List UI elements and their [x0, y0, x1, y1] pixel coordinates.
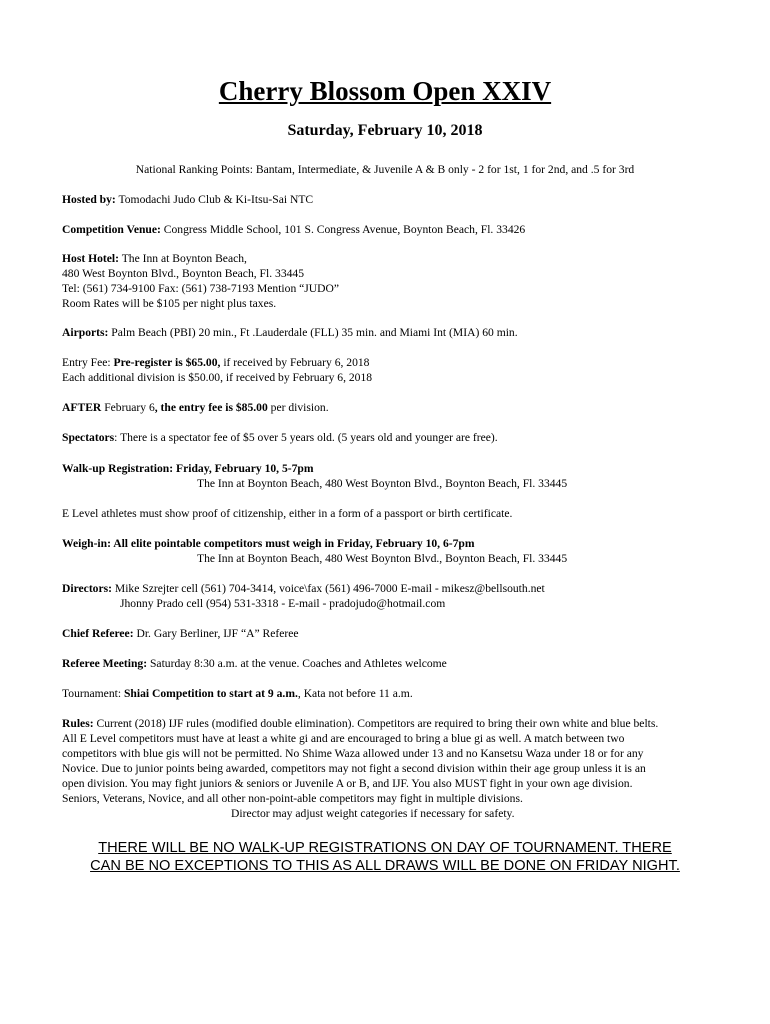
directors [62, 581, 740, 596]
late-fee [62, 400, 740, 415]
rules-line-2: All E Level competitors must have at least a white gi and are encouraged to bring a blue gi as well. A match between two [62, 732, 625, 745]
late-fee-mid: February 6 [101, 401, 155, 414]
entry-fee-bold: Pre-register is $65.00, [113, 356, 221, 369]
airports [62, 325, 740, 340]
rules-label: Rules: [62, 717, 94, 730]
notice-line-2: CAN BE NO EXCEPTIONS TO THIS AS ALL DRAWS WILL BE DONE ON FRIDAY NIGHT. [90, 858, 680, 874]
late-fee-bold2: , the entry fee is $85.00 [154, 401, 268, 414]
tournament-prefix: Tournament: [62, 687, 124, 700]
directors-line2: Jhonny Prado cell (954) 531-3318 - E-mail - pradojudo@hotmail.com [120, 597, 446, 610]
venue-text: Congress Middle School, 101 S. Congress Avenue, Boynton Beach, Fl. 33426 [160, 223, 526, 236]
event-date: Saturday, February 10, 2018 [287, 122, 483, 139]
late-fee-suffix: per division. [267, 401, 329, 414]
chief-referee [62, 626, 740, 641]
additional-division-fee: Each additional division is $50.00, if received by February 6, 2018 [62, 371, 373, 384]
walkup-bold: Walk-up Registration: Friday, February 10, 5-7pm [62, 462, 314, 475]
airports-text: Palm Beach (PBI) 20 min., Ft .Lauderdale (FLL) 35 min. and Miami Int (MIA) 60 min. [108, 326, 518, 339]
entry-fee-suffix: if received by February 6, 2018 [220, 356, 370, 369]
hosted-by [62, 192, 740, 207]
competition-venue [62, 222, 740, 237]
ranking-points: National Ranking Points: Bantam, Intermediate, & Juvenile A & B only - 2 for 1st, 1 for 2nd, and .5 for 3rd [135, 163, 635, 176]
rules-line-1 [62, 716, 740, 731]
referee-label: Chief Referee: [62, 627, 134, 640]
walkup-location: The Inn at Boynton Beach, 480 West Boynton Blvd., Boynton Beach, Fl. 33445 [197, 477, 568, 490]
entry-fee-prefix: Entry Fee: [62, 356, 114, 369]
hotel-label: Host Hotel: [62, 252, 119, 265]
weighin-location: The Inn at Boynton Beach, 480 West Boynton Blvd., Boynton Beach, Fl. 33445 [197, 552, 568, 565]
venue-label: Competition Venue: [62, 223, 161, 236]
meeting-label: Referee Meeting: [62, 657, 148, 670]
referee-meeting [62, 656, 740, 671]
tournament-start [62, 686, 740, 701]
airports-label: Airports: [62, 326, 109, 339]
late-fee-bold1: AFTER [62, 401, 102, 414]
tournament-suffix: , Kata not before 11 a.m. [297, 687, 413, 700]
spectators-label: Spectators [62, 431, 115, 444]
weighin-bold: Weigh-in: All elite pointable competitors must weigh in Friday, February 10, 6-7pm [62, 537, 475, 550]
hosted-by-label: Hosted by: [62, 193, 116, 206]
notice-line-1: THERE WILL BE NO WALK-UP REGISTRATIONS ON DAY OF TOURNAMENT. THERE [98, 840, 672, 856]
directors-line1: Mike Szrejter cell (561) 704-3414, voice\fax (561) 496-7000 E-mail - mikesz@bellsouth.net [112, 582, 545, 595]
entry-fee [62, 355, 740, 370]
rules-line-6: Seniors, Veterans, Novice, and all other non-point-able competitors may fight in multiple divisions. [62, 792, 523, 805]
meeting-text: Saturday 8:30 a.m. at the venue. Coaches and Athletes welcome [147, 657, 447, 670]
directors-label: Directors: [62, 582, 112, 595]
elevel-note: E Level athletes must show proof of citizenship, either in a form of a passport or birth certificate. [62, 507, 513, 520]
page-title: Cherry Blossom Open XXIV [218, 76, 552, 106]
rules-text-1: Current (2018) IJF rules (modified double elimination). Competitors are required to bring their own white and blue belts. [93, 717, 659, 730]
hotel-rates: Room Rates will be $105 per night plus taxes. [62, 297, 277, 310]
rules-line-3: competitors with blue gis will not be permitted. No Shime Waza allowed under 13 and no Kansetsu Waza under 18 or for any [62, 747, 644, 760]
hosted-by-text: Tomodachi Judo Club & Ki-Itsu-Sai NTC [115, 193, 314, 206]
hotel-phone: Tel: (561) 734-9100 Fax: (561) 738-7193 Mention “JUDO” [62, 282, 340, 295]
rules-line-5: open division. You may fight juniors & seniors or Juvenile A or B, and IJF. You also MUST fight in your own age division. [62, 777, 633, 790]
weight-categories-note: Director may adjust weight categories if necessary for safety. [231, 807, 515, 820]
walkup-registration [62, 461, 740, 476]
referee-text: Dr. Gary Berliner, IJF “A” Referee [133, 627, 299, 640]
spectators [62, 430, 740, 445]
hotel-address: 480 West Boynton Blvd., Boynton Beach, Fl. 33445 [62, 267, 305, 280]
host-hotel [62, 251, 740, 266]
tournament-bold: Shiai Competition to start at 9 a.m. [123, 687, 298, 700]
weigh-in [62, 536, 740, 551]
hotel-name: The Inn at Boynton Beach, [119, 252, 247, 265]
spectators-text: : There is a spectator fee of $5 over 5 years old. (5 years old and younger are free). [114, 431, 498, 444]
rules-line-4: Novice. Due to junior points being awarded, competitors may not fight a second division within their age group unless it is an [62, 762, 646, 775]
